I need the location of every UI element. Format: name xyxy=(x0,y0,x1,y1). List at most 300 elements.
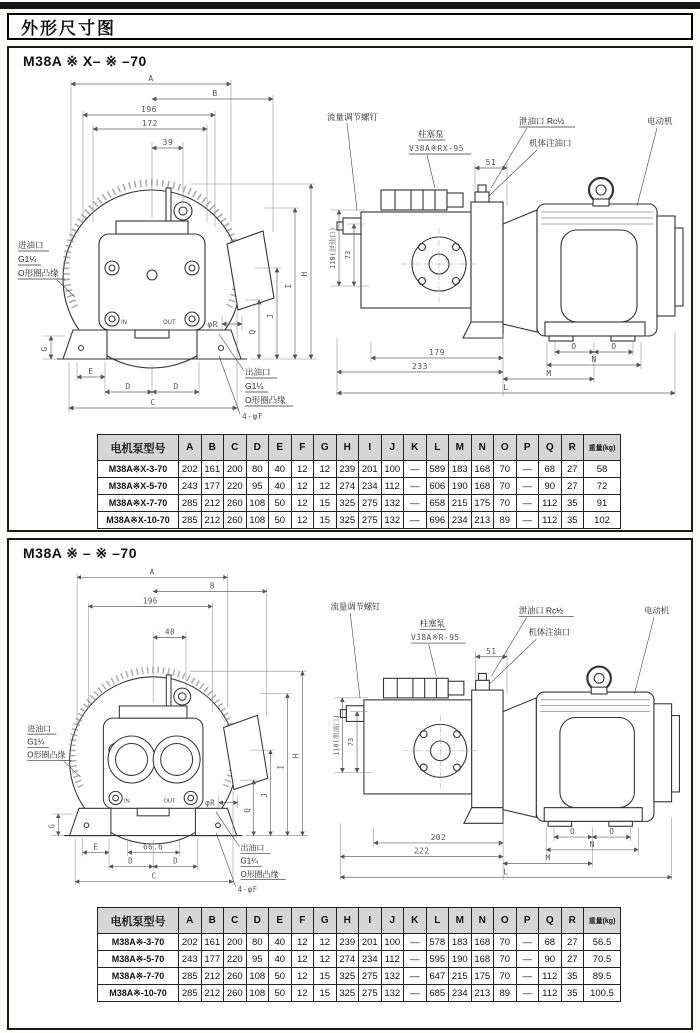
value-cell: 102 xyxy=(584,512,621,529)
page-title: 外形尺寸图 xyxy=(21,19,116,38)
dim-label-222: 222 xyxy=(413,846,430,856)
value-cell: — xyxy=(516,461,539,478)
dim-label-110-drain: 110(泄油口) xyxy=(332,714,341,756)
value-cell: 578 xyxy=(426,934,449,951)
dim-label-phir: φR xyxy=(205,798,216,808)
value-cell: 112 xyxy=(539,968,562,985)
value-cell: — xyxy=(404,985,427,1002)
value-cell: 27 xyxy=(561,478,584,495)
value-cell: 35 xyxy=(561,512,584,529)
value-cell: 89.5 xyxy=(584,968,621,985)
value-cell: 50 xyxy=(269,968,292,985)
value-cell: 177 xyxy=(201,951,224,968)
value-cell: 108 xyxy=(246,512,269,529)
value-cell: 70.5 xyxy=(584,951,621,968)
col-header: 重量(kg) xyxy=(584,435,621,461)
value-cell: — xyxy=(404,478,427,495)
dim-label-c: C xyxy=(150,398,156,407)
value-cell: 161 xyxy=(201,934,224,951)
dim-label-e: E xyxy=(88,367,94,376)
dim-label-196: 196 xyxy=(141,105,157,114)
col-header: H xyxy=(336,908,359,934)
value-cell: — xyxy=(404,968,427,985)
section-m38a-x xyxy=(7,46,693,532)
table-row xyxy=(98,478,621,495)
value-cell: 275 xyxy=(359,968,382,985)
col-header: C xyxy=(224,435,247,461)
dim-label-b: B xyxy=(209,581,215,591)
dim-label-i: I xyxy=(276,764,286,770)
table-row xyxy=(98,985,621,1002)
value-cell: — xyxy=(516,512,539,529)
inlet-thread-label: G1¼ xyxy=(27,737,45,747)
value-cell: 40 xyxy=(269,478,292,495)
front-view-drawing xyxy=(15,566,327,906)
value-cell: — xyxy=(516,934,539,951)
value-cell: 40 xyxy=(269,461,292,478)
value-cell: 70 xyxy=(494,461,517,478)
value-cell: 12 xyxy=(291,985,314,1002)
dim-label-h: H xyxy=(300,271,309,277)
value-cell: 175 xyxy=(471,495,494,512)
value-cell: — xyxy=(516,968,539,985)
dim-label-l: L xyxy=(503,383,509,392)
value-cell: 234 xyxy=(449,985,472,1002)
value-cell: 215 xyxy=(449,495,472,512)
value-cell: — xyxy=(404,461,427,478)
value-cell: 200 xyxy=(224,934,247,951)
dimension-table xyxy=(97,907,621,1002)
col-header: N xyxy=(471,435,494,461)
value-cell: 40 xyxy=(269,951,292,968)
value-cell: 212 xyxy=(201,512,224,529)
value-cell: 285 xyxy=(179,968,202,985)
outline-geometry xyxy=(64,670,268,844)
inlet-port-label: 进油口 xyxy=(27,724,52,734)
outlet-thread-label: G1¼ xyxy=(245,381,264,391)
value-cell: 325 xyxy=(336,985,359,1002)
value-cell: 260 xyxy=(224,985,247,1002)
value-cell: 15 xyxy=(314,968,337,985)
dim-label-73: 73 xyxy=(347,737,356,747)
value-cell: 95 xyxy=(246,478,269,495)
value-cell: 100.5 xyxy=(584,985,621,1002)
value-cell: 260 xyxy=(224,495,247,512)
dim-label-n: N xyxy=(589,839,595,849)
value-cell: 95 xyxy=(246,951,269,968)
dim-label-179: 179 xyxy=(429,348,445,357)
oil-filler-label: 机体注油口 xyxy=(529,138,572,148)
inlet-flange-label: O形圈凸缘 xyxy=(18,268,59,278)
inlet-flange-label: O形圈凸缘 xyxy=(27,750,66,760)
col-header: K xyxy=(404,435,427,461)
value-cell: 70 xyxy=(494,951,517,968)
col-header: J xyxy=(381,435,404,461)
value-cell: 89 xyxy=(494,512,517,529)
value-cell: 275 xyxy=(359,495,382,512)
value-cell: 112 xyxy=(539,985,562,1002)
value-cell: — xyxy=(404,934,427,951)
section-m38a xyxy=(7,538,693,1030)
col-header: A xyxy=(179,435,202,461)
dim-label-g: G xyxy=(40,346,49,352)
col-header: O xyxy=(494,908,517,934)
dim-label-d2: D xyxy=(173,382,179,391)
value-cell: 27 xyxy=(561,934,584,951)
value-cell: 274 xyxy=(336,478,359,495)
outline-geometry xyxy=(57,183,274,368)
value-cell: 647 xyxy=(426,968,449,985)
value-cell: 12 xyxy=(291,951,314,968)
value-cell: 68 xyxy=(539,461,562,478)
value-cell: — xyxy=(404,512,427,529)
outlet-flange-label: O形圈凸缘 xyxy=(240,869,279,879)
value-cell: 70 xyxy=(494,934,517,951)
value-cell: 100 xyxy=(381,461,404,478)
value-cell: 132 xyxy=(381,985,404,1002)
in-mark: IN xyxy=(124,798,130,805)
col-header: L xyxy=(426,908,449,934)
value-cell: 132 xyxy=(381,495,404,512)
dim-label-66-6: 66.6 xyxy=(143,842,164,852)
value-cell: 213 xyxy=(471,985,494,1002)
model-cell: M38A※-10-70 xyxy=(98,985,179,1002)
col-header: E xyxy=(269,435,292,461)
value-cell: — xyxy=(516,951,539,968)
model-cell: M38A※-7-70 xyxy=(98,968,179,985)
front-view-drawing xyxy=(15,72,327,434)
table-row xyxy=(98,951,621,968)
col-header-model: 电机泵型号 xyxy=(98,908,179,934)
col-header: J xyxy=(381,908,404,934)
table-row xyxy=(98,512,621,529)
page-top-rule xyxy=(0,2,700,9)
value-cell: 220 xyxy=(224,951,247,968)
table-row xyxy=(98,461,621,478)
value-cell: 35 xyxy=(561,495,584,512)
value-cell: 15 xyxy=(314,512,337,529)
value-cell: 50 xyxy=(269,495,292,512)
value-cell: 40 xyxy=(269,934,292,951)
value-cell: 70 xyxy=(494,495,517,512)
dim-label-m: M xyxy=(545,853,551,863)
col-header: P xyxy=(516,908,539,934)
value-cell: 190 xyxy=(449,478,472,495)
value-cell: — xyxy=(404,951,427,968)
dim-label-l: L xyxy=(503,867,509,877)
inlet-thread-label: G1¼ xyxy=(18,254,37,264)
value-cell: 213 xyxy=(471,512,494,529)
value-cell: 108 xyxy=(246,968,269,985)
value-cell: 12 xyxy=(291,478,314,495)
model-cell: M38A※-3-70 xyxy=(98,934,179,951)
section-header: M38A ※ X– ※ –70 xyxy=(23,53,147,69)
value-cell: 50 xyxy=(269,985,292,1002)
dim-label-39: 39 xyxy=(162,138,174,147)
out-mark: OUT xyxy=(163,320,176,326)
dim-label-n: N xyxy=(591,355,597,364)
col-header: B xyxy=(201,435,224,461)
value-cell: 202 xyxy=(179,934,202,951)
table-header-row xyxy=(98,435,621,461)
motor-label: 电动机 xyxy=(647,116,673,126)
value-cell: 275 xyxy=(359,985,382,1002)
model-cell: M38A※X-3-70 xyxy=(98,461,179,478)
mount-holes-label: 4-φF xyxy=(237,884,258,894)
dim-label-q: Q xyxy=(242,807,252,813)
dim-label-e: E xyxy=(93,842,99,852)
value-cell: 260 xyxy=(224,512,247,529)
col-header: B xyxy=(201,908,224,934)
col-header: L xyxy=(426,435,449,461)
value-cell: 12 xyxy=(314,461,337,478)
col-header: K xyxy=(404,908,427,934)
value-cell: 260 xyxy=(224,968,247,985)
dim-label-d2: D xyxy=(173,856,179,866)
value-cell: 112 xyxy=(539,495,562,512)
flow-screw-label: 流量调节螺钉 xyxy=(330,601,381,612)
value-cell: 285 xyxy=(179,512,202,529)
value-cell: 243 xyxy=(179,951,202,968)
value-cell: 132 xyxy=(381,968,404,985)
value-cell: 108 xyxy=(246,495,269,512)
value-cell: 168 xyxy=(471,478,494,495)
piston-pump-label: 柱塞泵 xyxy=(418,129,444,139)
mount-holes-label: 4-φF xyxy=(242,412,264,421)
oil-filler-label: 机体注油口 xyxy=(528,627,571,638)
value-cell: 325 xyxy=(336,512,359,529)
value-cell: 70 xyxy=(494,968,517,985)
value-cell: 212 xyxy=(201,968,224,985)
value-cell: 112 xyxy=(381,478,404,495)
pump-model-label: V38A※RX-95 xyxy=(409,144,465,153)
value-cell: 234 xyxy=(449,512,472,529)
inlet-port-label: 进油口 xyxy=(18,240,44,250)
value-cell: 215 xyxy=(449,968,472,985)
value-cell: 72 xyxy=(584,478,621,495)
dim-label-i: I xyxy=(284,283,293,289)
side-view-drawing xyxy=(323,596,689,888)
value-cell: 12 xyxy=(291,968,314,985)
piston-pump-label: 柱塞泵 xyxy=(419,618,445,629)
dim-label-c: C xyxy=(151,871,157,881)
col-header: O xyxy=(494,435,517,461)
value-cell: 595 xyxy=(426,951,449,968)
outlet-thread-label: G1¼ xyxy=(240,856,258,866)
value-cell: 70 xyxy=(494,478,517,495)
col-header-model: 电机泵型号 xyxy=(98,435,179,461)
value-cell: 90 xyxy=(539,478,562,495)
value-cell: 68 xyxy=(539,934,562,951)
value-cell: 12 xyxy=(314,478,337,495)
value-cell: 80 xyxy=(246,461,269,478)
value-cell: 12 xyxy=(291,512,314,529)
value-cell: 112 xyxy=(539,512,562,529)
col-header: G xyxy=(314,908,337,934)
col-header: N xyxy=(471,908,494,934)
value-cell: 183 xyxy=(449,461,472,478)
value-cell: 132 xyxy=(381,512,404,529)
dim-label-q: Q xyxy=(248,329,257,335)
value-cell: 56.5 xyxy=(584,934,621,951)
side-view-drawing xyxy=(323,106,689,404)
dim-label-110-drain: 110(泄油口) xyxy=(329,226,337,270)
dim-label-196: 196 xyxy=(142,596,158,606)
dimension-table xyxy=(97,434,621,529)
col-header: 重量(kg) xyxy=(584,908,621,934)
value-cell: 243 xyxy=(179,478,202,495)
col-header: D xyxy=(246,908,269,934)
col-header: P xyxy=(516,435,539,461)
col-header: D xyxy=(246,435,269,461)
value-cell: 696 xyxy=(426,512,449,529)
col-header: E xyxy=(269,908,292,934)
dim-label-b: B xyxy=(212,89,218,98)
value-cell: 80 xyxy=(246,934,269,951)
dim-label-j: J xyxy=(266,313,275,319)
value-cell: 12 xyxy=(291,461,314,478)
value-cell: 15 xyxy=(314,985,337,1002)
table-row xyxy=(98,934,621,951)
drain-port-label: 泄油口 Rc½ xyxy=(519,116,565,126)
value-cell: 234 xyxy=(359,951,382,968)
value-cell: 35 xyxy=(561,968,584,985)
value-cell: 212 xyxy=(201,985,224,1002)
value-cell: 285 xyxy=(179,495,202,512)
col-header: R xyxy=(561,908,584,934)
model-cell: M38A※-5-70 xyxy=(98,951,179,968)
value-cell: 201 xyxy=(359,461,382,478)
value-cell: 658 xyxy=(426,495,449,512)
value-cell: 175 xyxy=(471,968,494,985)
value-cell: 12 xyxy=(291,934,314,951)
page-title-box xyxy=(7,13,693,40)
dim-label-233: 233 xyxy=(412,362,428,371)
dim-label-phir: φR xyxy=(207,320,218,329)
value-cell: 183 xyxy=(449,934,472,951)
value-cell: 112 xyxy=(381,951,404,968)
outline-geometry xyxy=(337,178,683,341)
value-cell: — xyxy=(516,985,539,1002)
col-header: Q xyxy=(539,435,562,461)
dim-label-a: A xyxy=(149,567,155,577)
value-cell: 168 xyxy=(471,951,494,968)
value-cell: 200 xyxy=(224,461,247,478)
value-cell: 168 xyxy=(471,461,494,478)
dim-label-202: 202 xyxy=(430,832,447,842)
dim-label-172: 172 xyxy=(142,119,158,128)
col-header: Q xyxy=(539,908,562,934)
col-header: R xyxy=(561,435,584,461)
value-cell: 50 xyxy=(269,512,292,529)
value-cell: 35 xyxy=(561,985,584,1002)
model-cell: M38A※X-5-70 xyxy=(98,478,179,495)
col-header: M xyxy=(449,435,472,461)
value-cell: 168 xyxy=(471,934,494,951)
dim-label-d1: D xyxy=(125,382,131,391)
outlet-port-label: 出油口 xyxy=(240,843,265,853)
section-header: M38A ※ – ※ –70 xyxy=(23,545,137,561)
col-header: G xyxy=(314,435,337,461)
dim-label-51: 51 xyxy=(486,646,497,656)
value-cell: 161 xyxy=(201,461,224,478)
value-cell: 274 xyxy=(336,951,359,968)
value-cell: 220 xyxy=(224,478,247,495)
model-cell: M38A※X-10-70 xyxy=(98,512,179,529)
value-cell: 239 xyxy=(336,461,359,478)
col-header: I xyxy=(359,435,382,461)
component-callouts xyxy=(331,602,670,698)
value-cell: — xyxy=(404,495,427,512)
dim-label-o2: O xyxy=(609,827,615,837)
col-header: F xyxy=(291,435,314,461)
dim-label-a: A xyxy=(148,74,154,83)
out-mark: OUT xyxy=(163,798,176,805)
value-cell: 589 xyxy=(426,461,449,478)
value-cell: 89 xyxy=(494,985,517,1002)
flow-screw-label: 流量调节螺钉 xyxy=(327,112,379,122)
dim-label-48: 48 xyxy=(165,627,176,637)
table-row xyxy=(98,495,621,512)
outlet-port-label: 出油口 xyxy=(245,367,271,377)
value-cell: 91 xyxy=(584,495,621,512)
value-cell: 239 xyxy=(336,934,359,951)
dim-label-d1: D xyxy=(128,856,134,866)
value-cell: 275 xyxy=(359,512,382,529)
outlet-flange-label: O形圈凸缘 xyxy=(245,395,286,405)
value-cell: 15 xyxy=(314,495,337,512)
model-cell: M38A※X-7-70 xyxy=(98,495,179,512)
outline-geometry xyxy=(340,667,679,827)
dim-label-73: 73 xyxy=(344,250,352,260)
value-cell: 285 xyxy=(179,985,202,1002)
col-header: I xyxy=(359,908,382,934)
value-cell: 58 xyxy=(584,461,621,478)
value-cell: 90 xyxy=(539,951,562,968)
value-cell: 177 xyxy=(201,478,224,495)
dim-label-g: G xyxy=(47,823,57,829)
value-cell: 12 xyxy=(291,495,314,512)
value-cell: 27 xyxy=(561,951,584,968)
value-cell: 201 xyxy=(359,934,382,951)
table-header-row xyxy=(98,908,621,934)
value-cell: — xyxy=(516,478,539,495)
dim-label-m: M xyxy=(546,369,552,378)
value-cell: 202 xyxy=(179,461,202,478)
value-cell: 100 xyxy=(381,934,404,951)
value-cell: 606 xyxy=(426,478,449,495)
component-callouts xyxy=(327,112,673,210)
dim-label-51: 51 xyxy=(485,158,497,167)
col-header: M xyxy=(449,908,472,934)
col-header: F xyxy=(291,908,314,934)
col-header: A xyxy=(179,908,202,934)
value-cell: 325 xyxy=(336,495,359,512)
value-cell: 108 xyxy=(246,985,269,1002)
value-cell: 325 xyxy=(336,968,359,985)
col-header: H xyxy=(336,435,359,461)
col-header: C xyxy=(224,908,247,934)
value-cell: 12 xyxy=(314,951,337,968)
dim-label-h: H xyxy=(291,753,301,759)
value-cell: 12 xyxy=(314,934,337,951)
dim-label-o1: O xyxy=(571,342,577,351)
pump-model-label: V38A※R-95 xyxy=(410,633,460,643)
value-cell: 212 xyxy=(201,495,224,512)
table-row xyxy=(98,968,621,985)
dim-label-o1: O xyxy=(570,827,576,837)
value-cell: 234 xyxy=(359,478,382,495)
